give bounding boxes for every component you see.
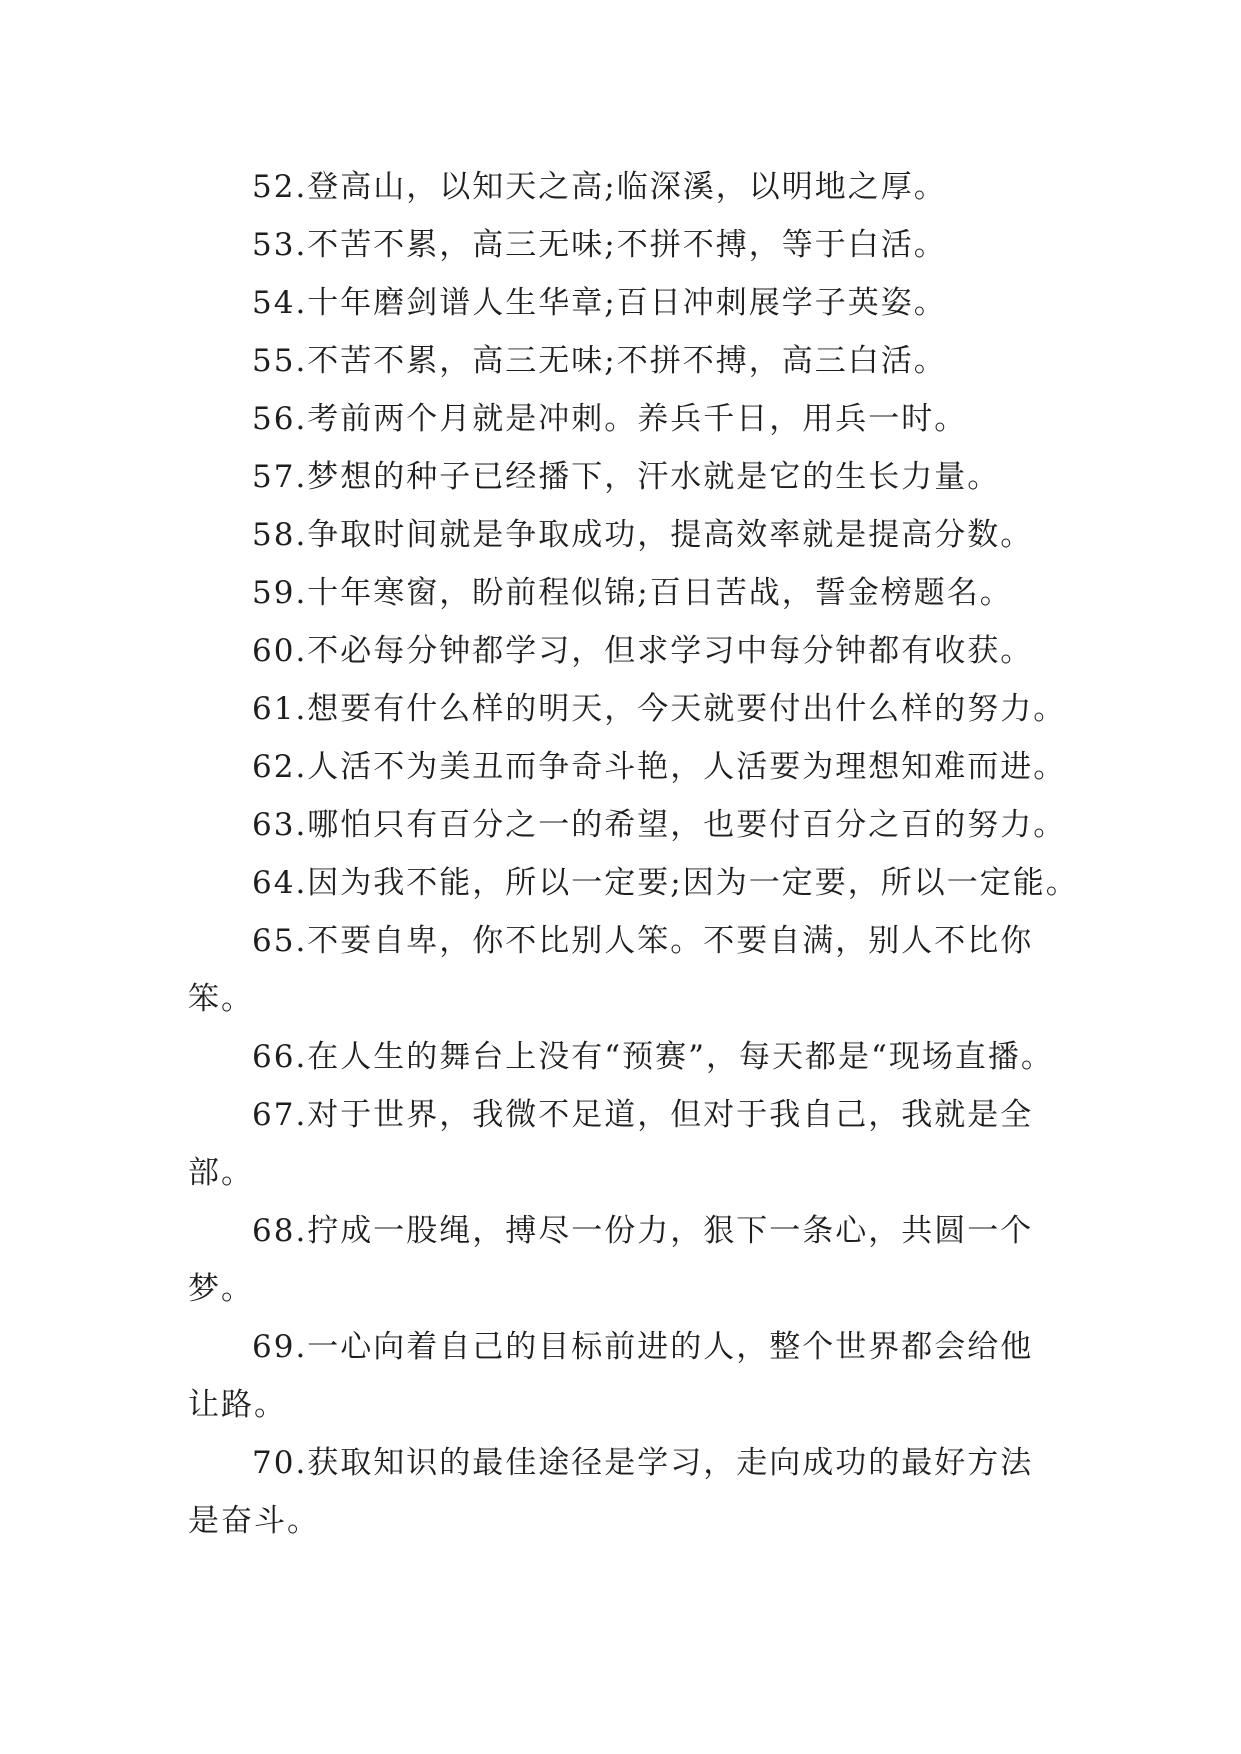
text-line: 57.梦想的种子已经播下，汗水就是它的生长力量。 — [252, 459, 1001, 495]
text-line-continuation: 梦。 — [188, 1271, 254, 1307]
text-line: 52.登高山，以知天之高;临深溪，以明地之厚。 — [252, 169, 947, 205]
text-line: 54.十年磨剑谱人生华章;百日冲刺展学子英姿。 — [252, 285, 947, 321]
text-line-continuation: 是奋斗。 — [188, 1503, 320, 1539]
text-line: 55.不苦不累，高三无味;不拼不搏，高三白活。 — [252, 343, 947, 379]
text-line: 68.拧成一股绳，搏尽一份力，狠下一条心，共圆一个 — [252, 1213, 1034, 1249]
text-line: 53.不苦不累，高三无味;不拼不搏，等于白活。 — [252, 227, 947, 263]
text-line: 66.在人生的舞台上没有“预赛”，每天都是“现场直播。 — [252, 1039, 1054, 1075]
text-line: 61.想要有什么样的明天，今天就要付出什么样的努力。 — [252, 691, 1067, 727]
text-line: 67.对于世界，我微不足道，但对于我自己，我就是全 — [252, 1097, 1034, 1133]
text-line: 70.获取知识的最佳途径是学习，走向成功的最好方法 — [252, 1445, 1034, 1481]
document-body — [188, 158, 1079, 1550]
text-line-continuation: 部。 — [188, 1155, 254, 1191]
text-line: 63.哪怕只有百分之一的希望，也要付百分之百的努力。 — [252, 807, 1067, 843]
text-line: 59.十年寒窗，盼前程似锦;百日苦战，誓金榜题名。 — [252, 575, 1013, 611]
text-line: 60.不必每分钟都学习，但求学习中每分钟都有收获。 — [252, 633, 1034, 669]
text-line: 65.不要自卑，你不比别人笨。不要自满，别人不比你 — [252, 923, 1034, 959]
text-line-continuation: 让路。 — [188, 1387, 287, 1423]
text-line: 58.争取时间就是争取成功，提高效率就是提高分数。 — [252, 517, 1034, 553]
text-line-continuation: 笨。 — [188, 981, 254, 1017]
text-line: 56.考前两个月就是冲刺。养兵千日，用兵一时。 — [252, 401, 968, 437]
text-line: 69.一心向着自己的目标前进的人，整个世界都会给他 — [252, 1329, 1034, 1365]
text-line: 64.因为我不能，所以一定要;因为一定要，所以一定能。 — [252, 865, 1079, 901]
text-line: 62.人活不为美丑而争奇斗艳，人活要为理想知难而进。 — [252, 749, 1067, 785]
